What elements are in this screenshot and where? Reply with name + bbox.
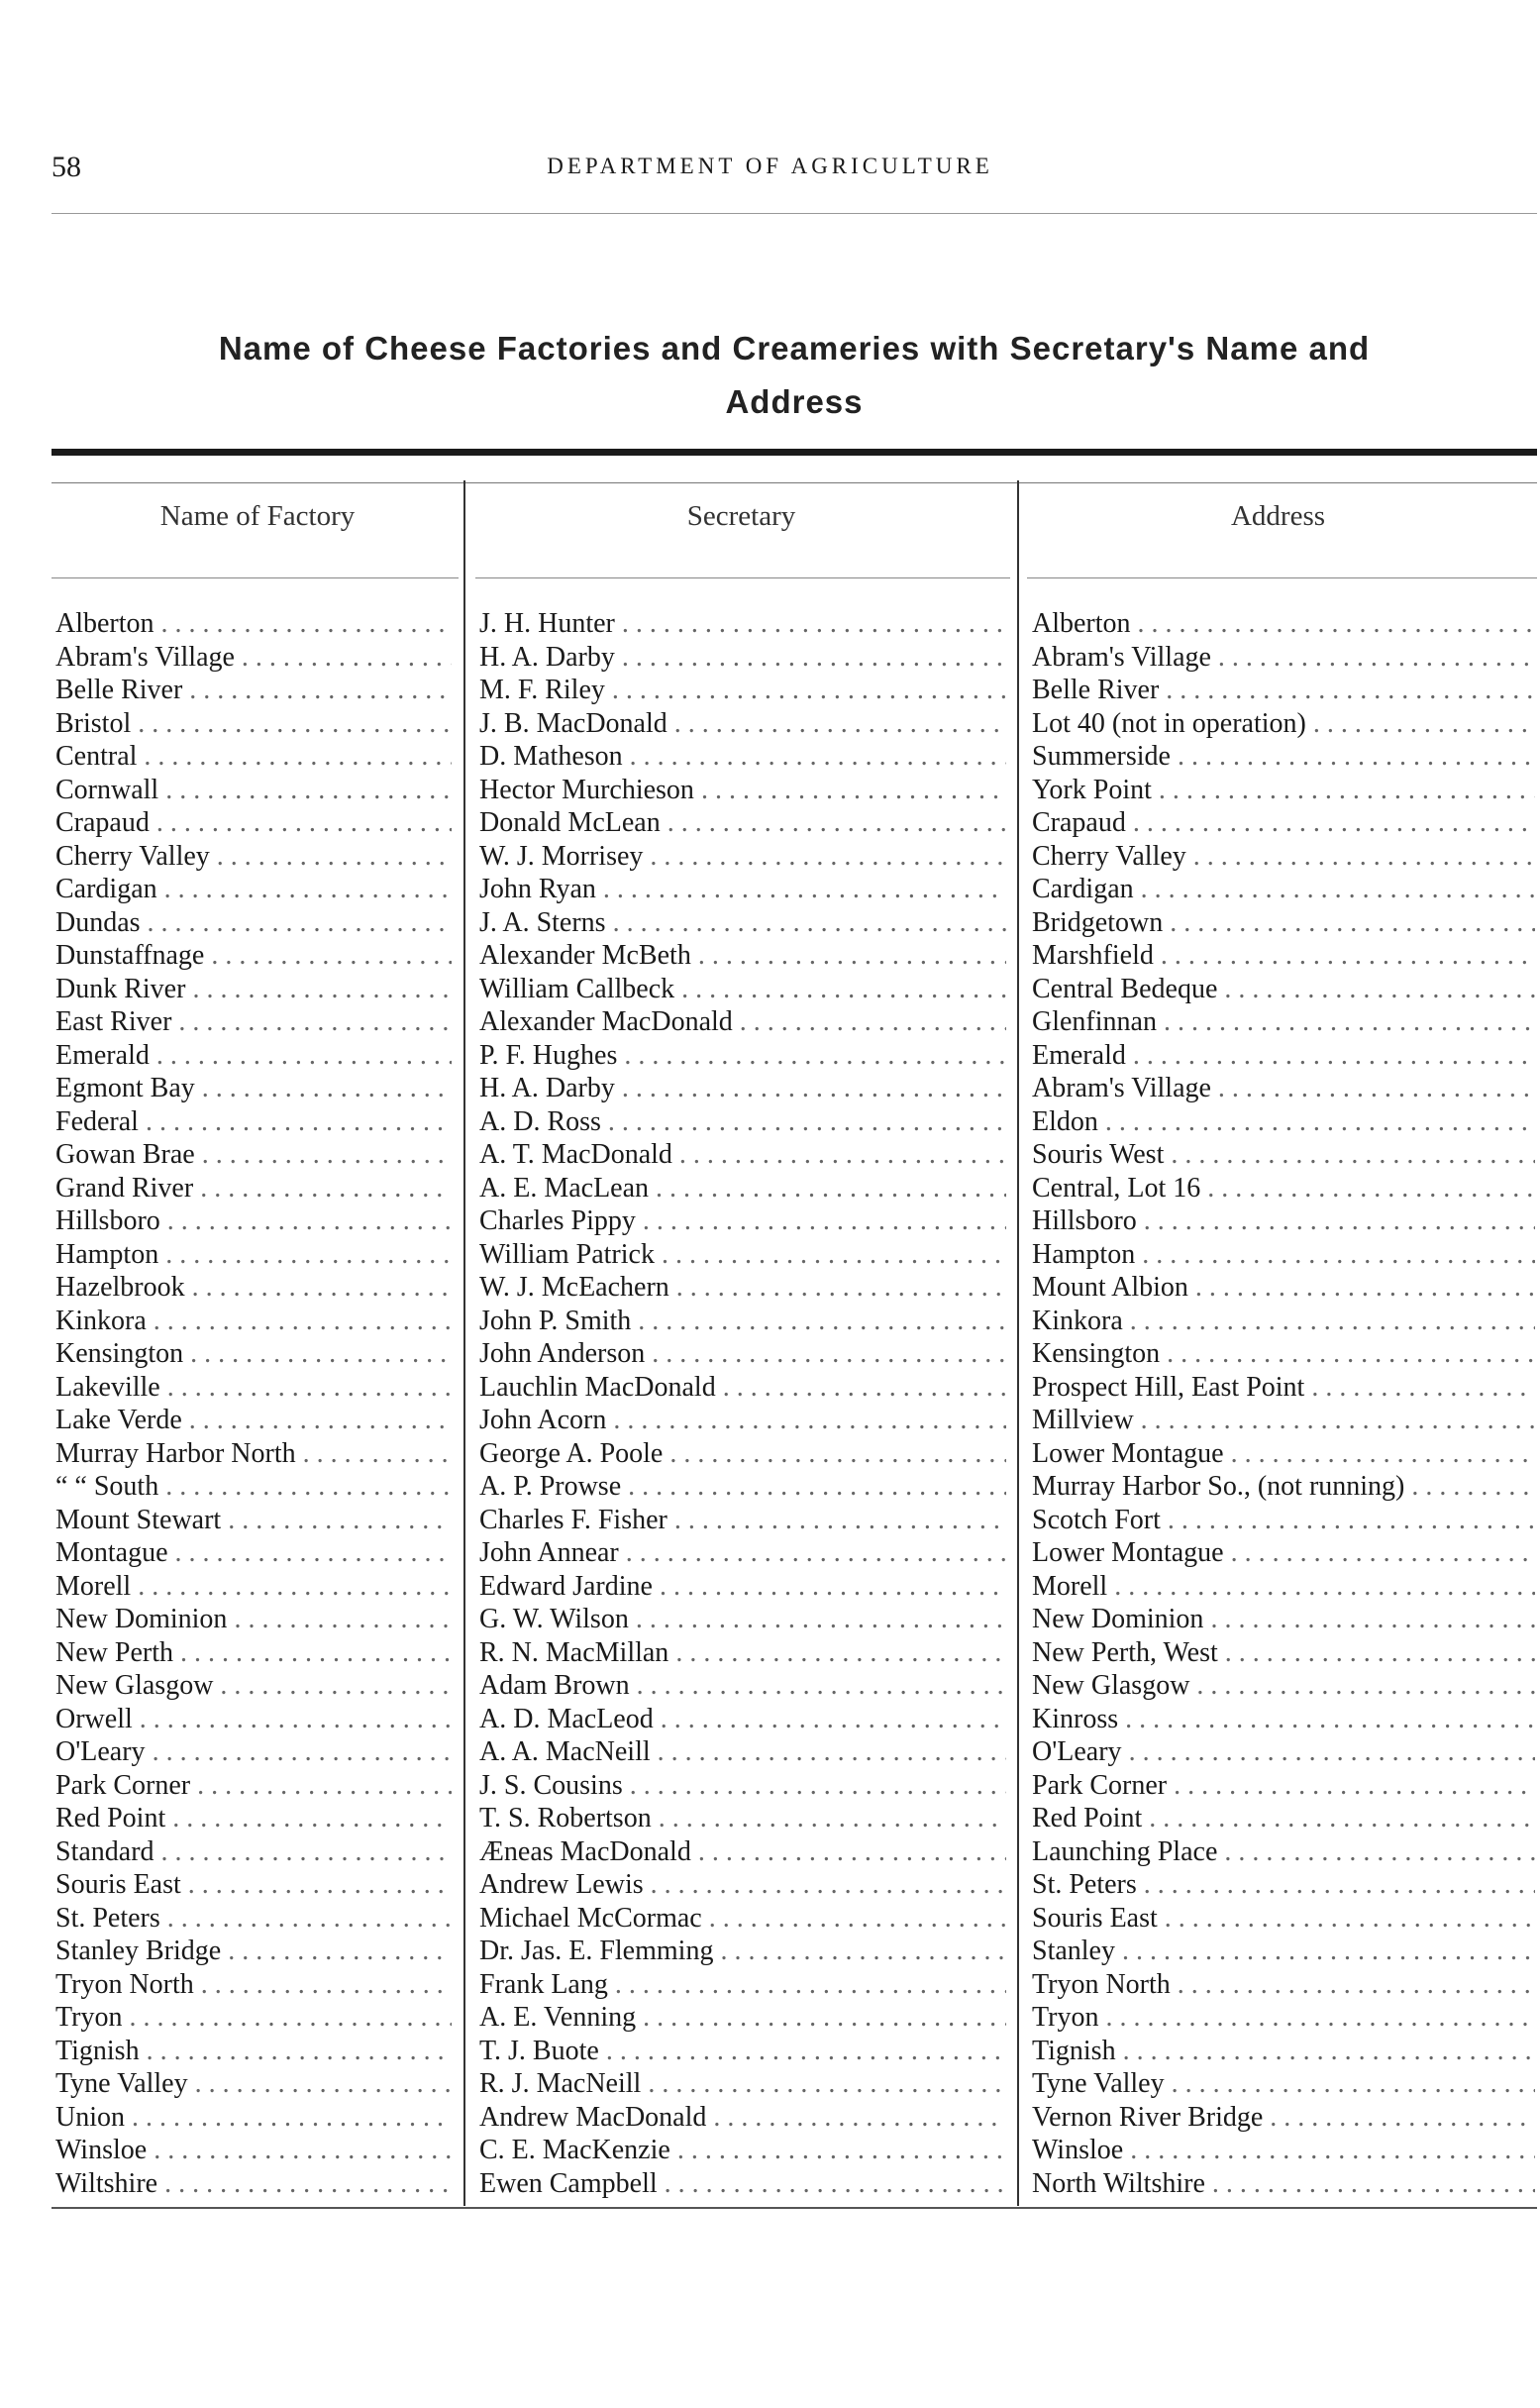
secretary-name-cell: H. A. Darby . . . — [479, 641, 1006, 675]
address-cell: Kensington . . . — [1032, 1337, 1535, 1371]
table-row — [51, 1172, 1537, 1205]
factory-name-cell: New Dominion . . . — [55, 1603, 452, 1636]
factory-name-cell: Hillsboro . . . — [55, 1204, 452, 1238]
secretary-name-cell: T. J. Buote . . . — [479, 2035, 1006, 2068]
factory-name-cell: Montague . . . — [55, 1536, 452, 1570]
header-divider — [51, 213, 1537, 214]
secretary-name-cell: Andrew Lewis . . . — [479, 1868, 1006, 1902]
table-row — [51, 2167, 1537, 2201]
secretary-name-cell: P. F. Hughes . . . — [479, 1039, 1006, 1073]
table-row — [51, 1636, 1537, 1670]
factory-name-cell: Tyne Valley . . . — [55, 2067, 452, 2101]
table-row — [51, 840, 1537, 874]
factory-name-cell: Wiltshire . . . — [55, 2167, 452, 2201]
factory-name-cell: Cherry Valley . . . — [55, 840, 452, 874]
table-row — [51, 641, 1537, 675]
address-cell: Crapaud . . . — [1032, 806, 1535, 840]
address-cell: Central, Lot 16 . . . — [1032, 1172, 1535, 1205]
column-header-secretary: Secretary — [686, 500, 796, 532]
address-cell: Marshfield . . . — [1032, 939, 1535, 973]
running-head: DEPARTMENT OF AGRICULTURE — [547, 154, 993, 178]
address-cell: Stanley . . . — [1032, 1935, 1535, 1968]
factory-name-cell: Bristol . . . — [55, 707, 452, 741]
factory-name-cell: Cardigan . . . — [55, 873, 452, 906]
address-cell: Emerald . . . — [1032, 1039, 1535, 1073]
table-row — [51, 1968, 1537, 2002]
factory-name-cell: New Perth . . . — [55, 1636, 452, 1670]
address-cell: Eldon . . . — [1032, 1105, 1535, 1139]
table-row — [51, 2001, 1537, 2035]
factory-name-cell: Egmont Bay . . . — [55, 1072, 452, 1105]
address-cell: Mount Albion . . . — [1032, 1271, 1535, 1305]
address-cell: Bridgetown . . . — [1032, 906, 1535, 940]
table-row — [51, 1603, 1537, 1636]
address-cell: Alberton . . . — [1032, 607, 1535, 641]
address-cell: Prospect Hill, East Point . . . — [1032, 1371, 1535, 1405]
table-row — [51, 1902, 1537, 1936]
factory-name-cell: Grand River . . . — [55, 1172, 452, 1205]
table-row — [51, 1271, 1537, 1305]
factory-name-cell: Lake Verde . . . — [55, 1404, 452, 1437]
table-row — [51, 1536, 1537, 1570]
secretary-name-cell: J. H. Hunter . . . — [479, 607, 1006, 641]
address-cell: Lower Montague . . . — [1032, 1437, 1535, 1471]
table-top-rule — [51, 482, 1537, 483]
table-row — [51, 1935, 1537, 1968]
secretary-name-cell: W. J. Morrisey . . . — [479, 840, 1006, 874]
table-row — [51, 707, 1537, 741]
table-row — [51, 973, 1537, 1006]
secretary-name-cell: Hector Murchieson . . . — [479, 774, 1006, 807]
address-cell: Tyne Valley . . . — [1032, 2067, 1535, 2101]
address-cell: Lower Montague . . . — [1032, 1536, 1535, 1570]
factory-name-cell: Federal . . . — [55, 1105, 452, 1139]
table-row — [51, 2035, 1537, 2068]
address-cell: Cherry Valley . . . — [1032, 840, 1535, 874]
address-cell: Vernon River Bridge . . . — [1032, 2101, 1535, 2135]
table-row — [51, 1868, 1537, 1902]
secretary-name-cell: Adam Brown . . . — [479, 1669, 1006, 1703]
factory-name-cell: Dundas . . . — [55, 906, 452, 940]
address-cell: Winsloe . . . — [1032, 2134, 1535, 2167]
table-row — [51, 1669, 1537, 1703]
factory-name-cell: Dunstaffnage . . . — [55, 939, 452, 973]
address-cell: Souris East . . . — [1032, 1902, 1535, 1936]
address-cell: Red Point . . . — [1032, 1802, 1535, 1835]
table-row — [51, 1204, 1537, 1238]
factory-name-cell: Orwell . . . — [55, 1703, 452, 1736]
secretary-name-cell: A. T. MacDonald . . . — [479, 1138, 1006, 1172]
address-cell: New Perth, West . . . — [1032, 1636, 1535, 1670]
address-cell: Souris West . . . — [1032, 1138, 1535, 1172]
factory-name-cell: Central . . . — [55, 740, 452, 774]
secretary-name-cell: J. B. MacDonald . . . — [479, 707, 1006, 741]
secretary-name-cell: George A. Poole . . . — [479, 1437, 1006, 1471]
table-row — [51, 1005, 1537, 1039]
table-row — [51, 1105, 1537, 1139]
secretary-name-cell: John Acorn . . . — [479, 1404, 1006, 1437]
secretary-name-cell: A. D. Ross . . . — [479, 1105, 1006, 1139]
address-cell: Morell . . . — [1032, 1570, 1535, 1604]
column-header-rule — [475, 577, 1010, 578]
address-cell: Hillsboro . . . — [1032, 1204, 1535, 1238]
factory-name-cell: Murray Harbor North . . . — [55, 1437, 452, 1471]
address-cell: Abram's Village . . . — [1032, 641, 1535, 675]
secretary-name-cell: Dr. Jas. E. Flemming . . . — [479, 1935, 1006, 1968]
secretary-name-cell: Lauchlin MacDonald . . . — [479, 1371, 1006, 1405]
factory-name-cell: Crapaud . . . — [55, 806, 452, 840]
factory-name-cell: Park Corner . . . — [55, 1769, 452, 1803]
factory-name-cell: Morell . . . — [55, 1570, 452, 1604]
address-cell: Cardigan . . . — [1032, 873, 1535, 906]
factory-name-cell: East River . . . — [55, 1005, 452, 1039]
secretary-name-cell: A. E. MacLean . . . — [479, 1172, 1006, 1205]
secretary-name-cell: M. F. Riley . . . — [479, 674, 1006, 707]
table-title-line-1: Name of Cheese Factories and Creameries with Secretary's Name and — [218, 330, 1371, 366]
secretary-name-cell: T. S. Robertson . . . — [479, 1802, 1006, 1835]
address-cell: St. Peters . . . — [1032, 1868, 1535, 1902]
table-title-line-2: Address — [725, 383, 864, 420]
factory-table-body — [51, 607, 1537, 2200]
factory-name-cell: Tryon North . . . — [55, 1968, 452, 2002]
factory-name-cell: Kinkora . . . — [55, 1305, 452, 1338]
secretary-name-cell: R. J. MacNeill . . . — [479, 2067, 1006, 2101]
address-cell: North Wiltshire . . . — [1032, 2167, 1535, 2201]
table-row — [51, 1437, 1537, 1471]
secretary-name-cell: R. N. MacMillan . . . — [479, 1636, 1006, 1670]
address-cell: Park Corner . . . — [1032, 1769, 1535, 1803]
factory-name-cell: New Glasgow . . . — [55, 1669, 452, 1703]
factory-name-cell: Tignish . . . — [55, 2035, 452, 2068]
secretary-name-cell: Alexander MacDonald . . . — [479, 1005, 1006, 1039]
factory-name-cell: Souris East . . . — [55, 1868, 452, 1902]
factory-name-cell: Hampton . . . — [55, 1238, 452, 1272]
table-row — [51, 1305, 1537, 1338]
factory-name-cell: Cornwall . . . — [55, 774, 452, 807]
table-row — [51, 1138, 1537, 1172]
factory-name-cell: “ “ South . . . — [55, 1470, 452, 1504]
table-row — [51, 939, 1537, 973]
secretary-name-cell: John P. Smith . . . — [479, 1305, 1006, 1338]
factory-name-cell: Mount Stewart . . . — [55, 1504, 452, 1537]
table-row — [51, 1470, 1537, 1504]
secretary-name-cell: Michael McCormac . . . — [479, 1902, 1006, 1936]
address-cell: New Dominion . . . — [1032, 1603, 1535, 1636]
secretary-name-cell: G. W. Wilson . . . — [479, 1603, 1006, 1636]
secretary-name-cell: Frank Lang . . . — [479, 1968, 1006, 2002]
table-title — [51, 322, 1537, 429]
table-row — [51, 674, 1537, 707]
secretary-name-cell: W. J. McEachern . . . — [479, 1271, 1006, 1305]
address-cell: Launching Place . . . — [1032, 1835, 1535, 1869]
address-cell: Scotch Fort . . . — [1032, 1504, 1535, 1537]
table-row — [51, 1072, 1537, 1105]
table-row — [51, 774, 1537, 807]
secretary-name-cell: A. A. MacNeill . . . — [479, 1735, 1006, 1769]
factory-name-cell: Union . . . — [55, 2101, 452, 2135]
address-cell: Summerside . . . — [1032, 740, 1535, 774]
table-row — [51, 1337, 1537, 1371]
table-row — [51, 2101, 1537, 2135]
secretary-name-cell: William Patrick . . . — [479, 1238, 1006, 1272]
secretary-name-cell: Ewen Campbell . . . — [479, 2167, 1006, 2201]
factory-name-cell: Alberton . . . — [55, 607, 452, 641]
table-row — [51, 607, 1537, 641]
address-cell: Kinkora . . . — [1032, 1305, 1535, 1338]
secretary-name-cell: John Anderson . . . — [479, 1337, 1006, 1371]
table-row — [51, 806, 1537, 840]
address-cell: Tignish . . . — [1032, 2035, 1535, 2068]
factory-name-cell: Winsloe . . . — [55, 2134, 452, 2167]
table-row — [51, 1039, 1537, 1073]
factory-name-cell: Kensington . . . — [55, 1337, 452, 1371]
secretary-name-cell: D. Matheson . . . — [479, 740, 1006, 774]
table-row — [51, 1769, 1537, 1803]
factory-name-cell: Emerald . . . — [55, 1039, 452, 1073]
secretary-name-cell: John Ryan . . . — [479, 873, 1006, 906]
address-cell: O'Leary . . . — [1032, 1735, 1535, 1769]
address-cell: Kinross . . . — [1032, 1703, 1535, 1736]
table-row — [51, 1404, 1537, 1437]
secretary-name-cell: Andrew MacDonald . . . — [479, 2101, 1006, 2135]
factory-name-cell: Stanley Bridge . . . — [55, 1935, 452, 1968]
column-header-address: Address — [1230, 500, 1326, 532]
column-header-rule — [1027, 577, 1537, 578]
factory-name-cell: Abram's Village . . . — [55, 641, 452, 675]
factory-name-cell: Belle River . . . — [55, 674, 452, 707]
table-row — [51, 1238, 1537, 1272]
address-cell: Glenfinnan . . . — [1032, 1005, 1535, 1039]
table-row — [51, 1703, 1537, 1736]
column-header-factory: Name of Factory — [159, 500, 356, 532]
address-cell: Central Bedeque . . . — [1032, 973, 1535, 1006]
factory-name-cell: Gowan Brae . . . — [55, 1138, 452, 1172]
secretary-name-cell: A. D. MacLeod . . . — [479, 1703, 1006, 1736]
secretary-name-cell: A. P. Prowse . . . — [479, 1470, 1006, 1504]
factory-name-cell: Dunk River . . . — [55, 973, 452, 1006]
page-number: 58 — [51, 151, 81, 183]
table-row — [51, 1570, 1537, 1604]
factory-name-cell: Lakeville . . . — [55, 1371, 452, 1405]
table-row — [51, 740, 1537, 774]
secretary-name-cell: Donald McLean . . . — [479, 806, 1006, 840]
address-cell: Tryon . . . — [1032, 2001, 1535, 2035]
secretary-name-cell: J. S. Cousins . . . — [479, 1769, 1006, 1803]
table-row — [51, 906, 1537, 940]
table-row — [51, 1504, 1537, 1537]
column-header-rule — [51, 577, 459, 578]
address-cell: York Point . . . — [1032, 774, 1535, 807]
secretary-name-cell: Edward Jardine . . . — [479, 1570, 1006, 1604]
table-row — [51, 1371, 1537, 1405]
secretary-name-cell: Charles Pippy . . . — [479, 1204, 1006, 1238]
address-cell: New Glasgow . . . — [1032, 1669, 1535, 1703]
address-cell: Belle River . . . — [1032, 674, 1535, 707]
secretary-name-cell: Æneas MacDonald . . . — [479, 1835, 1006, 1869]
table-row — [51, 2067, 1537, 2101]
secretary-name-cell: Charles F. Fisher . . . — [479, 1504, 1006, 1537]
table-row — [51, 1802, 1537, 1835]
factory-name-cell: Standard . . . — [55, 1835, 452, 1869]
table-row — [51, 1835, 1537, 1869]
title-divider — [51, 449, 1537, 456]
secretary-name-cell: Alexander McBeth . . . — [479, 939, 1006, 973]
factory-name-cell: Red Point . . . — [55, 1802, 452, 1835]
table-row — [51, 2134, 1537, 2167]
secretary-name-cell: C. E. MacKenzie . . . — [479, 2134, 1006, 2167]
address-cell: Millview . . . — [1032, 1404, 1535, 1437]
factory-name-cell: Hazelbrook . . . — [55, 1271, 452, 1305]
table-row — [51, 1735, 1537, 1769]
secretary-name-cell: J. A. Sterns . . . — [479, 906, 1006, 940]
table-bottom-rule — [51, 2207, 1537, 2209]
address-cell: Tryon North . . . — [1032, 1968, 1535, 2002]
address-cell: Abram's Village . . . — [1032, 1072, 1535, 1105]
table-row — [51, 873, 1537, 906]
factory-name-cell: St. Peters . . . — [55, 1902, 452, 1936]
address-cell: Murray Harbor So., (not running) . . . — [1032, 1470, 1535, 1504]
factory-name-cell: Tryon . . . — [55, 2001, 452, 2035]
secretary-name-cell: John Annear . . . — [479, 1536, 1006, 1570]
secretary-name-cell: A. E. Venning . . . — [479, 2001, 1006, 2035]
secretary-name-cell: William Callbeck . . . — [479, 973, 1006, 1006]
secretary-name-cell: H. A. Darby . . . — [479, 1072, 1006, 1105]
address-cell: Lot 40 (not in operation) . . . — [1032, 707, 1535, 741]
factory-name-cell: O'Leary . . . — [55, 1735, 452, 1769]
address-cell: Hampton . . . — [1032, 1238, 1535, 1272]
